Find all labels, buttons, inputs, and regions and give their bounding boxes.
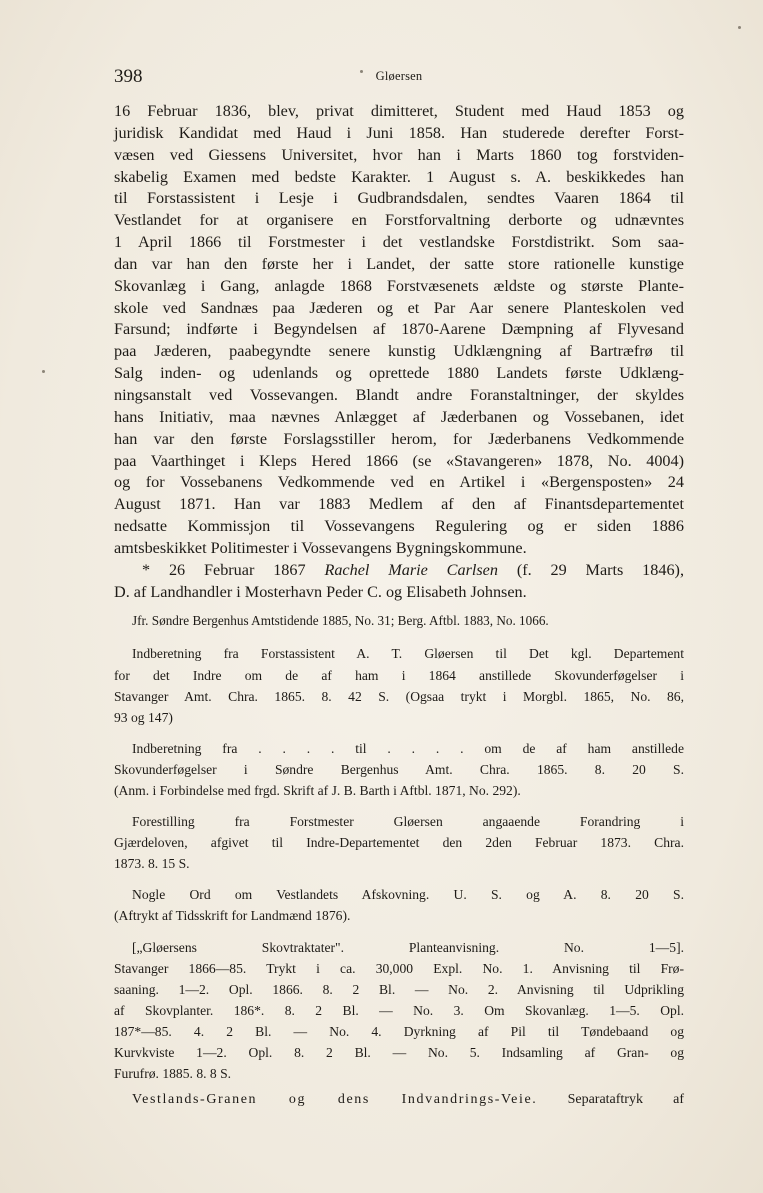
reference-note: Jfr. Søndre Bergenhus Amtstidende 1885, No. 31; Berg. Aftbl. 1883, No. 1066. [132, 613, 549, 629]
bibliography-entry [114, 884, 684, 926]
bibliography-line: (Aftrykt af Tidsskrift for Landmænd 1876). [114, 908, 351, 924]
bibliography-line: Indberetning fra Forstassistent A. T. Gløersen til Det kgl. Departement [132, 646, 684, 662]
marriage-suffix: (f. 29 Marts 1846), [497, 560, 684, 579]
bibliography-entry [114, 643, 684, 727]
bibliography-line: af Skovplanter. 186*. 8. 2 Bl. — No. 3. Om Skovanlæg. 1—5. Opl. [114, 1002, 684, 1018]
bibliography-line: Gjærdeloven, afgivet til Indre-Departementet den 2den Februar 1873. Chra. [114, 835, 684, 851]
text-line: paa Jæderen, paabegyndte senere kunstig Udklængning af Bartræfrø til [114, 342, 684, 361]
bibliography-line: 187*—85. 4. 2 Bl. — No. 4. Dyrkning af Pil til Tøndebaand og [114, 1023, 684, 1039]
paper-speck [42, 370, 45, 373]
bibliography-line: for det Indre om de af ham i 1864 anstillede Skovunderføgelser i [114, 667, 684, 683]
bibliography-line: [„Gløersens Skovtraktater". Planteanvisning. No. 1—5]. [132, 939, 684, 955]
bibliography-entry [114, 937, 684, 1085]
bibliography-line: Stavanger Amt. Chra. 1865. 8. 42 S. (Ogsaa trykt i Morgbl. 1865, No. 86, [114, 688, 684, 704]
text-line: amtsbeskikket Politimester i Vossevangens Bygningskommune. [114, 538, 527, 557]
bibliography-entry [114, 811, 684, 874]
paper-speck [738, 26, 741, 29]
marriage-line [114, 560, 684, 582]
bibliography-line: (Anm. i Forbindelse med frgd. Skrift af J. B. Barth i Aftbl. 1871, No. 292). [114, 782, 521, 798]
marriage-paragraph [114, 560, 684, 604]
text-line: skole ved Sandnæs paa Jæderen og et Par Aar senere Planteskolen ved [114, 298, 684, 317]
text-line: 16 Februar 1836, blev, privat dimitteret, Student med Haud 1853 og [114, 102, 684, 120]
text-line: til Forstassistent i Lesje i Gudbrandsdalen, sendtes Vaaren 1864 til [114, 189, 684, 208]
page-number: 398 [114, 66, 143, 87]
paper-speck [360, 70, 363, 73]
text-line: dan var han den første her i Landet, der satte store rationelle kunstige [114, 254, 684, 273]
marriage-line-2: D. af Landhandler i Mosterhavn Peder C. og Elisabeth Johnsen. [114, 582, 527, 601]
text-line: nedsatte Kommissjon til Vossevangens Regulering og er siden 1886 [114, 517, 684, 536]
bibliography-line: Stavanger 1866—85. Trykt i ca. 30,000 Expl. No. 1. Anvisning til Frø- [114, 960, 684, 976]
text-block [114, 101, 684, 1110]
text-line: 1 April 1866 til Forstmester i det vestlandske Forstdistrikt. Som saa- [114, 233, 684, 252]
bibliography-line: 93 og 147) [114, 709, 173, 725]
biography-paragraph [114, 101, 684, 560]
bibliography-line: Skovunderføgelser i Søndre Bergenhus Amt. Chra. 1865. 8. 20 S. [114, 761, 684, 777]
text-line: hans Initiativ, maa nævnes Anlægget af Jæderbanen og Vossebanen, idet [114, 407, 684, 426]
text-line: skabelig Examen med bedste Karakter. 1 August s. A. beskikkedes han [114, 167, 684, 186]
spaced-title: Vestlands-Granen og dens Indvandrings-Veie. [132, 1092, 538, 1108]
final-line-rest: Separataftryk af [567, 1092, 685, 1108]
bibliography-line: Forestilling fra Forstmester Gløersen angaaende Forandring i [132, 814, 684, 830]
text-line: juridisk Kandidat med Haud i Juni 1858. Han studerede derefter Forst- [114, 123, 684, 142]
text-line: Farsund; indførte i Begyndelsen af 1870-Aarene Dæmpning af Flyvesand [114, 320, 684, 339]
bibliography-entry [114, 738, 684, 801]
marriage-prefix: * 26 Februar 1867 [142, 560, 325, 579]
text-line: Skovanlæg i Gang, anlagde 1868 Forstvæsenets ældste og største Plante- [114, 276, 684, 295]
text-line: væsen ved Giessens Universitet, hvor han i Marts 1860 tog forstviden- [114, 145, 684, 164]
spouse-name: Rachel Marie Carlsen [324, 560, 498, 579]
bibliography-line: Furufrø. 1885. 8. 8 S. [114, 1066, 232, 1082]
text-line: paa Vaarthinget i Kleps Hered 1866 (se «Stavangeren» 1878, No. 4004) [114, 451, 684, 470]
bibliography-line: 1873. 8. 15 S. [114, 856, 190, 872]
text-line: August 1871. Han var 1883 Medlem af den af Finantsdepartementet [114, 495, 684, 514]
bibliography-line: Indberetning fra . . . . til . . . . om de af ham anstillede [132, 740, 684, 756]
running-title: Gløersen [375, 69, 423, 83]
bibliography-line: Nogle Ord om Vestlandets Afskovning. U. S. og A. 8. 20 S. [132, 887, 684, 903]
final-bibliography-line [114, 1090, 684, 1110]
page-header [114, 64, 684, 94]
bibliography-line: Kurvkviste 1—2. Opl. 8. 2 Bl. — No. 5. Indsamling af Gran- og [114, 1045, 684, 1060]
text-line: og for Vossebanens Vedkommende ved en Artikel i «Bergensposten» 24 [114, 473, 684, 492]
bibliography-line: saaning. 1—2. Opl. 1866. 8. 2 Bl. — No. 2. Anvisning til Udprikling [114, 981, 684, 997]
text-line: ningsanstalt ved Vossevangen. Blandt andre Foranstaltninger, der skyldes [114, 385, 684, 404]
text-line: Salg inden- og udenlands og oprettede 1880 Landets første Udklæng- [114, 364, 684, 383]
text-line: han var den første Forslagsstiller herom, for Jæderbanens Vedkommende [114, 429, 684, 448]
text-line: Vestlandet for at organisere en Forstforvaltning derborte og udnævntes [114, 211, 684, 230]
